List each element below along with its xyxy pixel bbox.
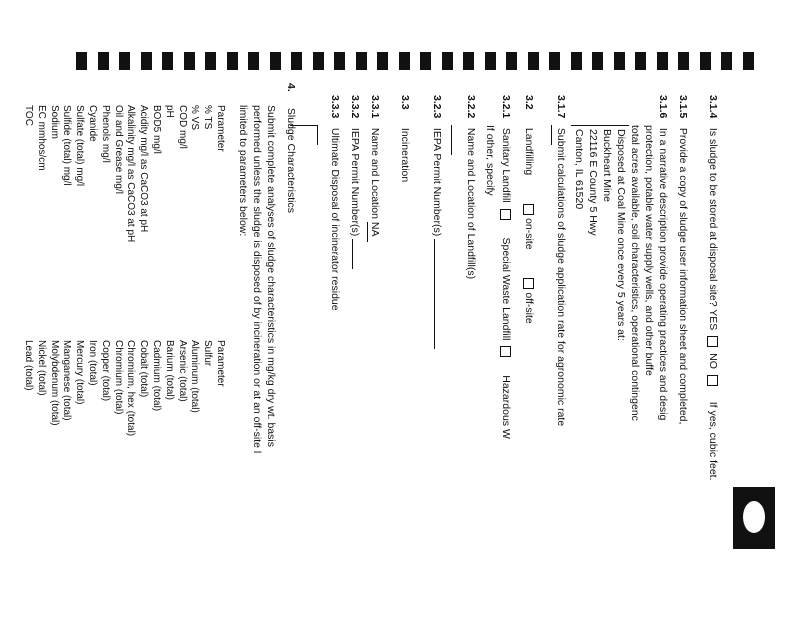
- parameter-item: Aluminum (total): [189, 340, 201, 413]
- question-number: 3.2.3: [431, 95, 443, 119]
- no-label: NO: [707, 353, 719, 369]
- binding-hole: [420, 52, 431, 70]
- question-number: 3.1.4: [707, 95, 719, 119]
- onsite-checkbox[interactable]: [523, 204, 534, 215]
- binding-hole: [528, 52, 539, 70]
- parameter-item: Lead (total): [23, 340, 35, 391]
- question-text-line2: protection, potable water supply wells, and other buffe: [643, 125, 655, 376]
- parameter-item: COD mg/l: [176, 105, 188, 149]
- binding-hole: [76, 52, 87, 70]
- parameter-item: Molybdenum (total): [48, 340, 60, 426]
- special-waste-checkbox[interactable]: [500, 346, 511, 357]
- question-text-line3: total acres available, soil characteristics, operational contingenc: [629, 125, 641, 421]
- binding-hole: [463, 52, 474, 70]
- parameter-item: Nickel (total): [35, 340, 47, 396]
- binding-hole: [399, 52, 410, 70]
- question-text: Is sludge to be stored at disposal site? YES: [707, 127, 719, 331]
- question-text: Sanitary Landfill: [500, 127, 512, 203]
- parameter-item: Sulfide (total) mg/l: [61, 105, 73, 186]
- binding-hole: [442, 52, 453, 70]
- question-number: 3.2: [523, 95, 535, 110]
- question-number: 3.3.1: [369, 95, 381, 119]
- question-3-3-2: [348, 95, 362, 269]
- question-3-1-6: [628, 95, 670, 421]
- sanitary-landfill-checkbox[interactable]: [500, 209, 511, 220]
- hazardous-label: Hazardous W: [500, 375, 512, 439]
- question-text: Name and Location: [369, 127, 381, 219]
- question-3-2-1: [499, 95, 513, 439]
- binding-hole: [377, 52, 388, 70]
- binding-hole: [291, 52, 302, 70]
- yes-checkbox[interactable]: [707, 336, 718, 347]
- instruction-line: performed unless the sludge is disposed of by incineration or at an off-site l: [251, 105, 263, 454]
- section-number: 4.: [285, 83, 297, 92]
- question-text: IEPA Permit Number(s): [431, 127, 443, 237]
- question-number: 3.2.2: [465, 95, 477, 119]
- no-checkbox[interactable]: [707, 375, 718, 386]
- binding-hole: [248, 52, 259, 70]
- other-specify-label: If other, specify: [484, 125, 496, 196]
- parameter-item: Cadmium (total): [151, 340, 163, 412]
- section-4: [284, 83, 298, 213]
- parameter-item: Cobalt (total): [138, 340, 150, 398]
- binding-hole: [635, 52, 646, 70]
- binding-hole: [98, 52, 109, 70]
- binding-hole: [184, 52, 195, 70]
- parameter-item: BOD5 mg/l: [151, 105, 163, 154]
- question-number: 3.3: [399, 95, 411, 110]
- binding-hole: [700, 52, 711, 70]
- question-text: Name and Location of Landfill(s): [465, 127, 477, 280]
- rotated-form-page: [23, 83, 720, 635]
- answer-line: Canton, IL 61520: [573, 129, 585, 210]
- permit-number-field[interactable]: [434, 239, 435, 349]
- binding-hole: [485, 52, 496, 70]
- question-tail: If yes, cubic feet.: [707, 401, 719, 481]
- parameter-item: Iron (total): [87, 340, 99, 386]
- question-number: 3.2.1: [500, 95, 512, 119]
- parameter-item: Sodium: [48, 105, 60, 139]
- question-number: 3.1.5: [677, 95, 689, 119]
- parameter-item: % TS: [202, 105, 214, 130]
- binding-hole: [141, 52, 152, 70]
- binding-hole: [313, 52, 324, 70]
- question-text: Ultimate Disposal of incinerator residue: [329, 127, 341, 311]
- answer-bracket: [571, 125, 629, 126]
- binding-hole: [270, 52, 281, 70]
- binding-hole: [506, 52, 517, 70]
- binding-hole: [119, 52, 130, 70]
- onsite-label: on-site: [523, 218, 535, 250]
- name-location-field[interactable]: NA: [367, 222, 382, 242]
- answer-rule: [451, 125, 452, 155]
- binding-hole: [549, 52, 560, 70]
- index-tab: [733, 487, 775, 549]
- instruction-line: limited to parameters below:: [237, 105, 249, 237]
- binding-hole: [743, 52, 754, 70]
- binding-hole: [614, 52, 625, 70]
- answer-rule: [551, 125, 552, 145]
- binding-hole: [162, 52, 173, 70]
- offsite-checkbox[interactable]: [523, 278, 534, 289]
- parameter-item: Sulfate (total) mg/l: [74, 105, 86, 187]
- special-waste-label: Special Waste Landfill: [500, 237, 512, 341]
- question-3-3: [398, 95, 412, 182]
- binding-holes: [70, 52, 800, 70]
- question-number: 3.3.3: [329, 95, 341, 119]
- binding-hole: [227, 52, 238, 70]
- question-3-2-2: [464, 95, 478, 279]
- binding-hole: [592, 52, 603, 70]
- sludge-instructions: [236, 105, 278, 453]
- parameter-item: pH: [163, 105, 175, 118]
- answer-line: Disposed at Coal Mine once every 5 years at:: [615, 129, 627, 341]
- parameter-item: Sulfur: [202, 340, 214, 367]
- answer-line: 22116 E County 5 Hwy: [587, 129, 599, 236]
- parameter-item: Acidity mg/l as CaCO3 at pH: [138, 105, 150, 233]
- question-number: 3.1.7: [555, 95, 567, 119]
- answer-3-1-6: [572, 129, 628, 341]
- question-3-2-3: [430, 95, 444, 349]
- parameter-item: % VS: [189, 105, 201, 131]
- answer-rule: [317, 125, 318, 145]
- section-title: Sludge Characteristics: [285, 107, 297, 213]
- parameter-item: EC mmhos/cm: [35, 105, 47, 171]
- question-text: Submit calculations of sludge application rate for agronomic rate: [555, 127, 567, 427]
- question-text: Incineration: [399, 127, 411, 183]
- binding-hole: [356, 52, 367, 70]
- answer-line: Buckheart Mine: [601, 129, 613, 202]
- binding-hole: [721, 52, 732, 70]
- offsite-label: off-site: [523, 292, 535, 324]
- right-parameter-list: [21, 340, 226, 436]
- binding-hole: [205, 52, 216, 70]
- binding-hole: [678, 52, 689, 70]
- parameter-item: Barium (total): [163, 340, 175, 401]
- question-3-3-1: [367, 95, 382, 242]
- question-text: In a narrative description provide operating practices and desig: [657, 127, 669, 421]
- parameter-item: Copper (total): [99, 340, 111, 402]
- question-text: IEPA Permit Number(s): [349, 127, 361, 237]
- parameter-item: Chromium (total): [112, 340, 124, 415]
- instruction-line: Submit complete analyses of sludge characteristics in mg/kg dry wt. basis: [265, 105, 277, 447]
- parameter-item: Alkalinity mg/l as CaCO3 at pH: [125, 105, 137, 243]
- question-text: Provide a copy of sludge user information sheet and completed,: [677, 127, 689, 425]
- question-number: 3.1.6: [657, 95, 669, 119]
- binding-hole: [571, 52, 582, 70]
- binding-hole: [657, 52, 668, 70]
- parameter-header: Parameter: [215, 105, 226, 152]
- tab-hole: [743, 501, 765, 533]
- parameter-item: Manganese (total): [61, 340, 73, 421]
- question-3-1-4: [706, 95, 720, 481]
- parameter-item: TOC: [23, 105, 35, 126]
- permit-field[interactable]: [352, 239, 353, 269]
- parameter-item: Arsenic (total): [176, 340, 188, 402]
- question-3-2: [522, 95, 536, 324]
- parameter-item: Chromium, hex (total): [125, 340, 137, 437]
- question-3-1-5: [676, 95, 690, 424]
- question-text: Landfilling: [523, 127, 535, 176]
- parameter-header: Parameter: [215, 340, 226, 387]
- parameter-item: Cyanide: [87, 105, 99, 142]
- question-number: 3.3.2: [349, 95, 361, 119]
- question-3-1-7: [554, 95, 568, 426]
- parameter-item: Phenols mg/l: [99, 105, 111, 163]
- binding-hole: [334, 52, 345, 70]
- left-parameter-list: [21, 105, 226, 242]
- question-3-3-3: [328, 95, 342, 311]
- parameter-item: Oil and Grease mg/l: [112, 105, 124, 194]
- parameter-item: Mercury (total): [74, 340, 86, 405]
